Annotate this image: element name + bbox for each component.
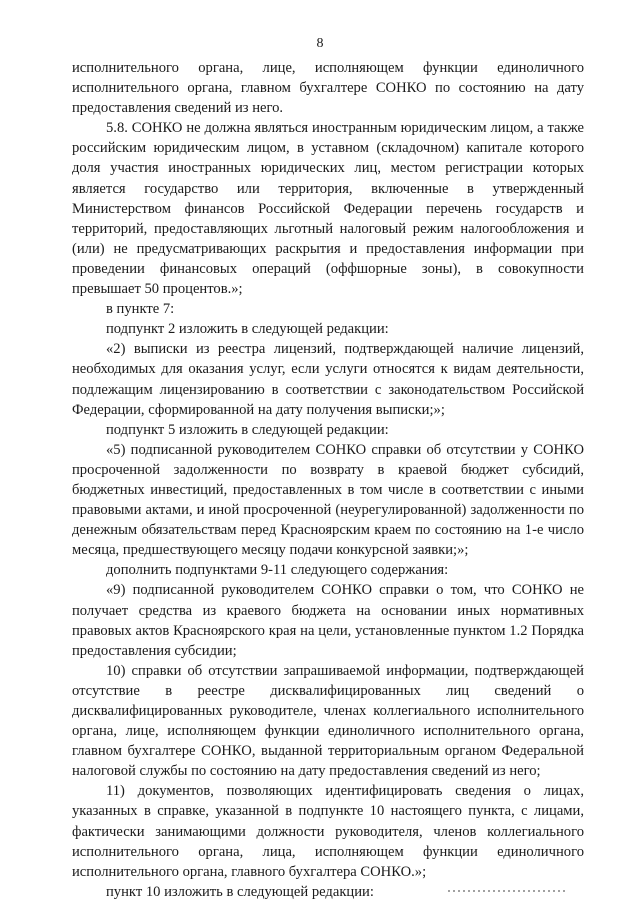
paragraph-subitem-9-text: «9) подписанной руководителем СОНКО справки о том, что СОНКО не получает средства из краевого бюджета на основании иных нормативных правовых актов Красноярского края на цели, установленные пунктом 1.2 Порядка предоставления субсидии; (72, 582, 584, 659)
paragraph-subitem-2-intro: подпункт 2 изложить в следующей редакции: (106, 321, 389, 338)
paragraph-subitem-5-intro: подпункт 5 изложить в следующей редакции: (106, 421, 389, 438)
document-body (72, 58, 584, 902)
paragraph-subitem-11-text: 11) документов, позволяющих идентифицировать сведения о лицах, указанных в справке, указанной в подпункте 10 настоящего пункта, с лицами, фактически занимающими должности руководителя, членов коллегиального исполнительного органа, лица, исполняющем функции единоличного исполнительного органа, главного бухгалтера СОНКО.»; (72, 783, 584, 880)
paragraph-continuation: исполнительного органа, лице, исполняющем функции единоличного исполнительного органа, главном бухгалтере СОНКО по состоянию на дату предоставления сведений из него. (72, 60, 584, 117)
paragraph-item-7-intro: в пункте 7: (106, 301, 175, 318)
paragraph-subitem-5-text: «5) подписанной руководителем СОНКО справки об отсутствии у СОНКО просроченной задолженности по возврату в краевой бюджет субсидий, бюджетных инвестиций, предоставленных в том числе в соответствии с иными правовыми актами, и иной просроченной (неурегулированной) задолженности по денежным обязательствам перед Красноярским краем по состоянию на 1-е число месяца, предшествующего месяцу подачи конкурсной заявки;»; (72, 441, 584, 559)
paragraph-subitem-2-text: «2) выписки из реестра лицензий, подтверждающей наличие лицензий, необходимых для оказания услуг, если услуги относятся к видам деятельности, подлежащим лицензированию в соответствии с законодательством Российской Федерации, сформированной на дату получения выписки;»; (72, 341, 584, 418)
page-number: 8 (316, 36, 324, 51)
paragraph-subitem-10-text: 10) справки об отсутствии запрашиваемой информации, подтверждающей отсутствие в реестре дисквалифицированных лиц сведений о дисквалифицированных руководителе, членах коллегиального исполнительного органа, лице, исполняющем функции единоличного исполнительного органа, главном бухгалтере СОНКО, выданной территориальным органом Федеральной налоговой службы по состоянию на дату предоставления сведений из него; (72, 662, 584, 780)
scan-artifact (448, 890, 568, 892)
paragraph-5-8: 5.8. СОНКО не должна являться иностранным юридическим лицом, а также российским юридическим лицом, в уставном (складочном) капитале которого доля участия иностранных юридических лиц, местом регистрации которых является государство или территория, включенные в утвержденный Министерством финансов Российской Федерации перечень государств и территорий, предоставляющих льготный налоговый режим налогообложения и (или) не предусматривающих раскрытия и предоставления информации при проведении финансовых операций (оффшорные зоны), в совокупности превышает 50 процентов.»; (72, 120, 584, 298)
paragraph-item-10-intro: пункт 10 изложить в следующей редакции: (106, 883, 374, 900)
paragraph-add-subitems-intro: дополнить подпунктами 9-11 следующего содержания: (106, 562, 449, 579)
